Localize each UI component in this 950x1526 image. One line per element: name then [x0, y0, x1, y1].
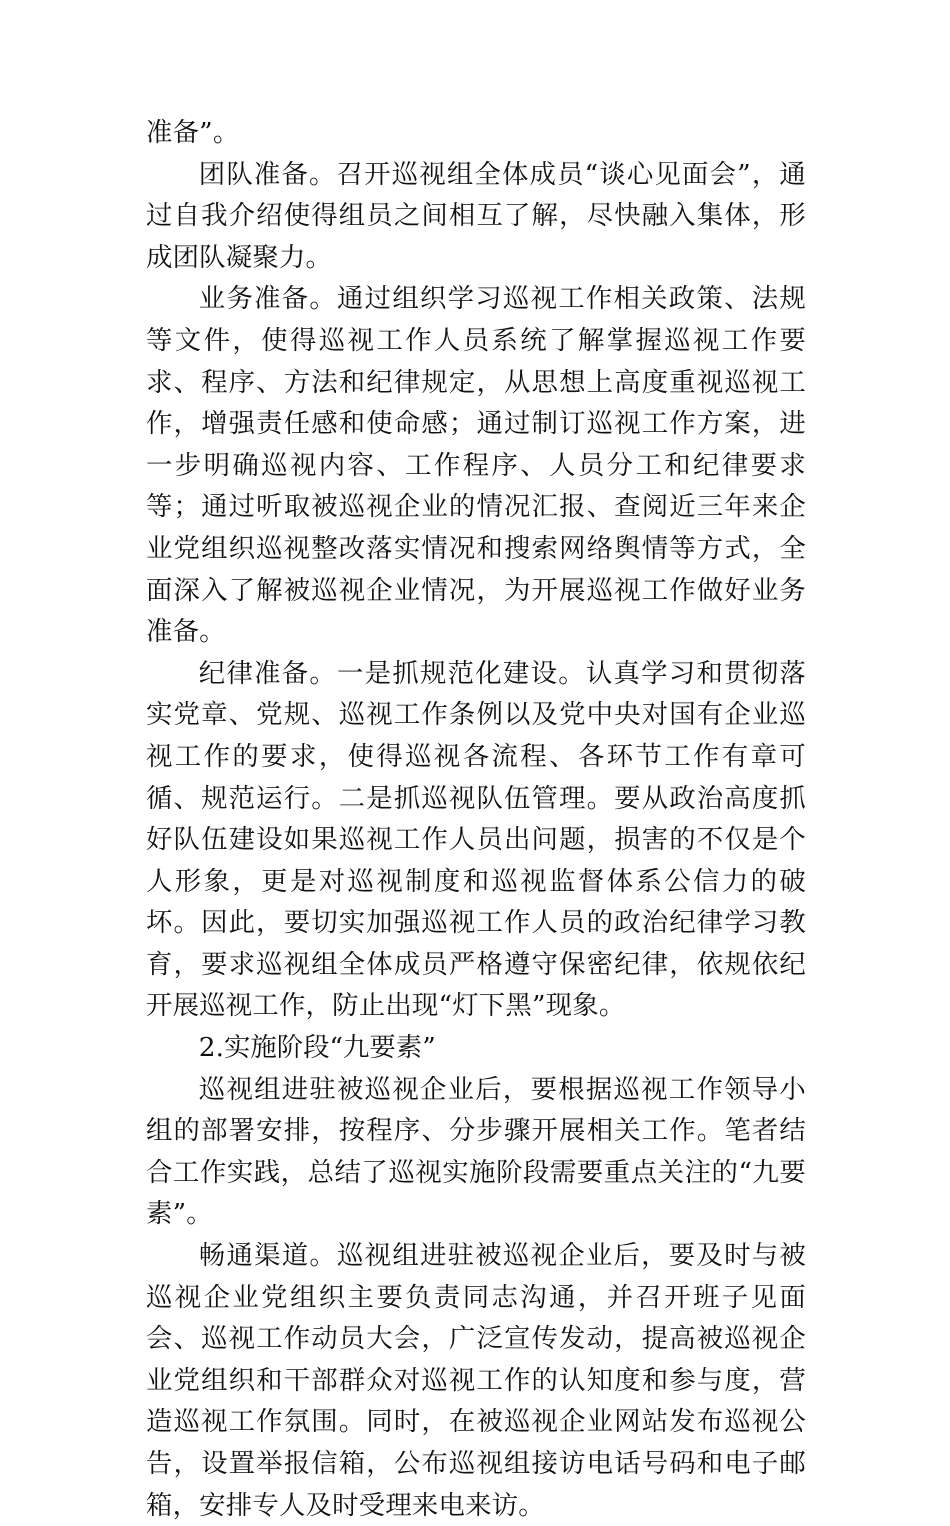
- paragraph-discipline-preparation: 纪律准备。一是抓规范化建设。认真学习和贯彻落实党章、党规、巡视工作条例以及党中央对国有企业巡视工作的要求，使得巡视各流程、各环节工作有章可循、规范运行。二是抓巡视队伍管理。要从政治高度抓好队伍建设如果巡视工作人员出问题，损害的不仅是个人形象，更是对巡视制度和巡视监督体系公信力的破坏。因此，要切实加强巡视工作人员的政治纪律学习教育，要求巡视组全体成员严格遵守保密纪律，依规依纪开展巡视工作，防止出现“灯下黑”现象。: [146, 657, 806, 1022]
- paragraph-open-channels: 畅通渠道。巡视组进驻被巡视企业后，要及时与被巡视企业党组织主要负责同志沟通，并召开班子见面会、巡视工作动员大会，广泛宣传发动，提高被巡视企业党组织和干部群众对巡视工作的认知度和参与度，营造巡视工作氛围。同时，在被巡视企业网站发布巡视公告，设置举报信箱，公布巡视组接访电话号码和电子邮箱，安排专人及时受理来电来访。: [146, 1240, 806, 1521]
- document-page: [146, 112, 806, 1526]
- paragraph-implementation-intro: 巡视组进驻被巡视企业后，要根据巡视工作领导小组的部署安排，按程序、分步骤开展相关工作。笔者结合工作实践，总结了巡视实施阶段需要重点关注的“九要素”。: [146, 1073, 806, 1230]
- paragraph-business-preparation: 业务准备。通过组织学习巡视工作相关政策、法规等文件，使得巡视工作人员系统了解掌握巡视工作要求、程序、方法和纪律规定，从思想上高度重视巡视工作，增强责任感和使命感；通过制订巡视工作方案，进一步明确巡视内容、工作程序、人员分工和纪律要求等；通过听取被巡视企业的情况汇报、查阅近三年来企业党组织巡视整改落实情况和搜索网络舆情等方式，全面深入了解被巡视企业情况，为开展巡视工作做好业务准备。: [146, 283, 806, 648]
- section-heading: 2.实施阶段“九要素”: [198, 1032, 436, 1064]
- paragraph-team-preparation: 团队准备。召开巡视组全体成员“谈心见面会”，通过自我介绍使得组员之间相互了解，尽快融入集体，形成团队凝聚力。: [146, 158, 806, 273]
- paragraph-continuation: 准备”。: [146, 117, 240, 148]
